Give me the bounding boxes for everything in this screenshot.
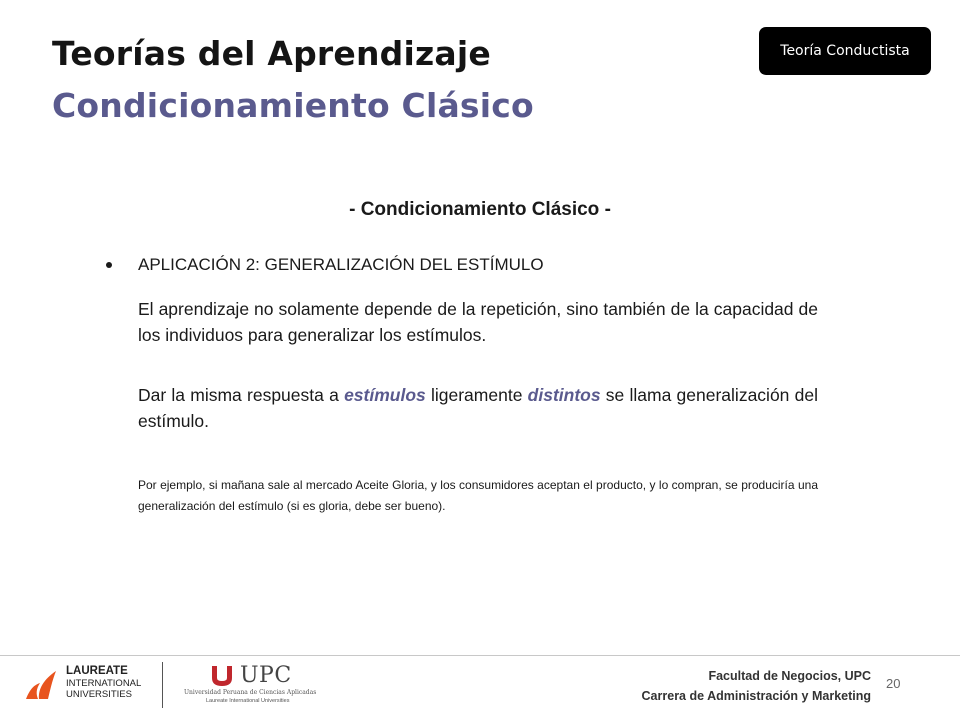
laureate-name: LAUREATE — [66, 665, 128, 677]
upc-logo — [184, 662, 317, 710]
paragraph-2-part1: Dar la misma respuesta a — [138, 385, 345, 405]
footer-divider — [0, 655, 960, 656]
section-heading: - Condicionamiento Clásico - — [349, 199, 611, 220]
bullet-text: APLICACIÓN 2: GENERALIZACIÓN DEL ESTÍMULO — [138, 255, 544, 274]
slide-title: Teorías del Aprendizaje — [52, 34, 491, 73]
paragraph-1: El aprendizaje no solamente depende de la repetición, sino también de la capacidad de los individuos para generalizar los estímulos. — [138, 299, 818, 345]
emphasis-distintos: distintos — [527, 385, 601, 405]
laureate-universities: UNIVERSITIES — [66, 689, 132, 700]
laureate-flame-icon — [24, 667, 58, 701]
paragraph-2 — [138, 382, 818, 434]
footer-faculty: Facultad de Negocios, UPC — [708, 669, 871, 683]
footer-credits — [642, 666, 871, 706]
upc-crest-icon — [208, 664, 236, 688]
logo-divider — [162, 662, 163, 708]
upc-university-name: Universidad Peruana de Ciencias Aplicadas — [184, 689, 317, 696]
laureate-international: INTERNATIONAL — [66, 678, 142, 689]
paragraph-2-part3: se llama generalización del estímulo. — [138, 385, 818, 431]
teoria-conductista-tag[interactable] — [759, 27, 931, 75]
emphasis-estimulos: estímulos — [344, 385, 426, 405]
bullet-icon — [106, 262, 112, 268]
paragraph-2-part2: ligeramente — [425, 385, 528, 405]
upc-wordmark: UPC — [240, 663, 292, 688]
laureate-logo — [66, 664, 141, 700]
slide-subtitle: Condicionamiento Clásico — [52, 86, 534, 125]
page-number: 20 — [886, 676, 901, 691]
bullet-item — [106, 255, 544, 275]
footer-career: Carrera de Administración y Marketing — [641, 689, 871, 703]
upc-laureate-note: Laureate International Universities — [206, 698, 290, 704]
tag-label: Teoría Conductista — [780, 43, 910, 59]
example-text: Por ejemplo, si mañana sale al mercado Aceite Gloria, y los consumidores aceptan el producto, y lo compran, se produciría una generalización del estímulo (si es gloria, debe ser bueno). — [138, 478, 818, 513]
